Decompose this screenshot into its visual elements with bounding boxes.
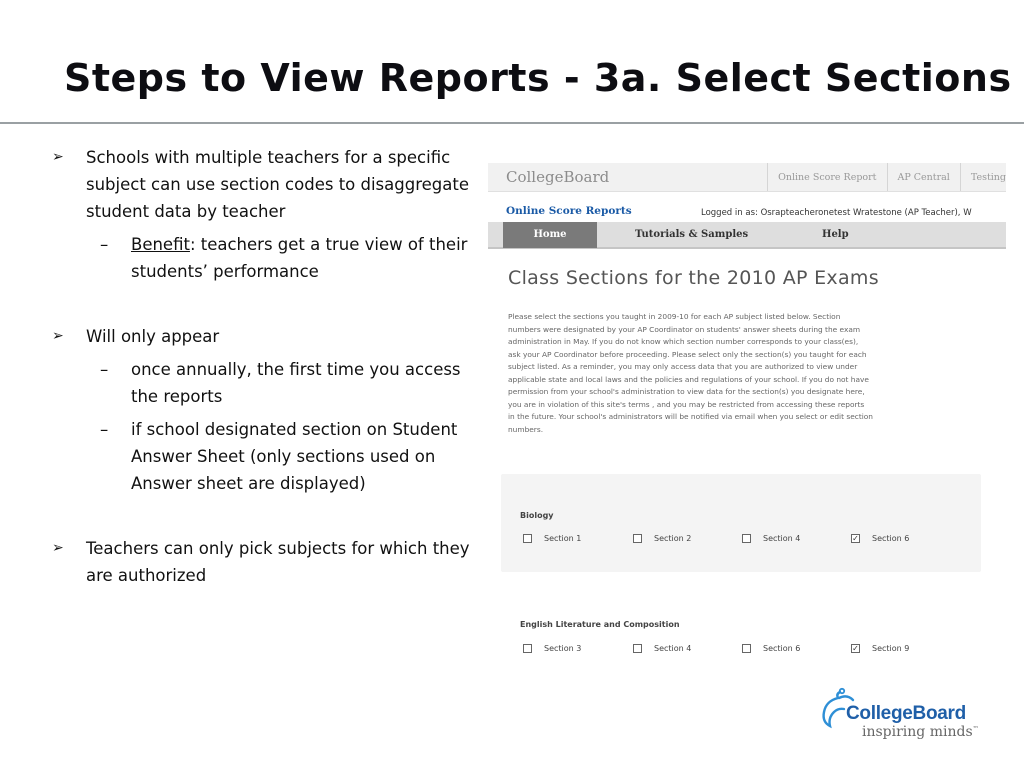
slide-title: Steps to View Reports - 3a. Select Sections [64, 56, 1012, 100]
app-title[interactable]: Online Score Reports [506, 205, 632, 217]
arrow-bullet-icon: ➢ [52, 540, 64, 556]
top-links [767, 163, 1006, 191]
bullet-text: Schools with multiple teachers for a specific subject can use section codes to disaggregate student data by teacher [86, 148, 469, 221]
trademark-mark: ™ [972, 725, 979, 733]
logged-in-label: Logged in as: [701, 208, 758, 218]
nav-home-tab[interactable]: Home [503, 222, 597, 248]
collegeboard-logo[interactable]: CollegeBoard [506, 168, 610, 186]
dash-bullet-icon: – [100, 420, 109, 439]
link-testing[interactable]: Testing [960, 163, 1006, 191]
brand-tagline [862, 724, 979, 740]
subject-panel-biology [501, 474, 981, 572]
dash-bullet-icon: – [100, 360, 109, 379]
checkbox-icon[interactable]: ✓ [852, 534, 859, 543]
benefit-label: Benefit [131, 235, 190, 254]
section-checkbox[interactable] [742, 534, 800, 543]
bullet-item [48, 144, 488, 225]
section-label: Section 2 [654, 534, 692, 543]
nav-tutorials-tab[interactable]: Tutorials & Samples [635, 229, 749, 240]
section-label: Section 4 [763, 534, 801, 543]
bullet-list [48, 144, 488, 589]
sub-bullet-item [48, 356, 488, 410]
checkbox-icon[interactable] [523, 644, 532, 653]
page-title: Class Sections for the 2010 AP Exams [508, 267, 879, 289]
sub-bullet-text: : teachers get a true view of their students’ performance [131, 235, 468, 281]
section-checkbox[interactable] [523, 644, 581, 653]
checkbox-icon[interactable]: ✓ [852, 644, 859, 653]
site-header [488, 163, 1006, 192]
bullet-text: Will only appear [86, 327, 220, 346]
section-checkbox[interactable] [742, 644, 800, 653]
brand-tagline-text: inspiring minds [862, 724, 973, 740]
dash-bullet-icon: – [100, 235, 109, 254]
section-label: Section 3 [544, 644, 582, 653]
checkbox-icon[interactable] [742, 534, 751, 543]
main-nav [488, 222, 1006, 249]
bullet-item [48, 535, 488, 589]
sub-bullet-item [48, 416, 488, 497]
nav-help-tab[interactable]: Help [822, 229, 849, 240]
checkbox-icon[interactable] [633, 644, 642, 653]
link-ap-central[interactable]: AP Central [887, 163, 960, 191]
section-checkbox[interactable] [633, 644, 691, 653]
section-label: Section 1 [544, 534, 582, 543]
logged-in-user: Osrapteacheronetest Wratestone (AP Teacher), W [760, 208, 972, 218]
arrow-bullet-icon: ➢ [52, 328, 64, 344]
checkbox-icon[interactable] [523, 534, 532, 543]
checkbox-icon[interactable] [742, 644, 751, 653]
section-label: Section 9 [872, 644, 910, 653]
section-label: Section 6 [872, 534, 910, 543]
subject-name: English Literature and Composition [520, 620, 680, 629]
bullet-text: Teachers can only pick subjects for which they are authorized [86, 539, 470, 585]
sub-bullet-text: if school designated section on Student Answer Sheet (only sections used on Answer sheet are displayed) [131, 420, 458, 493]
sub-bullet-text: once annually, the first time you access the reports [131, 360, 461, 406]
instructions-text: Please select the sections you taught in 2009-10 for each AP subject listed below. Section numbers were designated by your AP Coordinator on students' answer sheets during the exam administration in May. If you do not know which section number corresponds to your class(es), ask your AP Coordinator before proceeding. Please select only the section(s) you taught for each subject listed. As a reminder, you may only access data that you are authorized to view under applicable state and local laws and the policies and regulations of your school. If you do not have permission from your school's administration to view data for the section(s) you designate here, you are in violation of this site's terms , and you may be restricted from accessing these reports in the future. Your school's administrators will be notified via email when you select or edit section numbers. [508, 312, 873, 434]
section-checkbox[interactable] [851, 644, 909, 653]
sub-bullet-item [48, 231, 488, 285]
collegeboard-brand-logo [818, 686, 1018, 746]
brand-name: CollegeBoard [846, 703, 966, 724]
section-label: Section 6 [763, 644, 801, 653]
section-label: Section 4 [654, 644, 692, 653]
embedded-screenshot [488, 163, 1006, 663]
section-checkbox[interactable] [633, 534, 691, 543]
subject-name: Biology [520, 511, 554, 520]
link-online-score-report[interactable]: Online Score Report [767, 163, 886, 191]
arrow-bullet-icon: ➢ [52, 149, 64, 165]
title-divider [0, 122, 1024, 124]
section-checkbox[interactable] [851, 534, 909, 543]
logged-in-info [701, 208, 972, 218]
bullet-item [48, 323, 488, 350]
checkbox-icon[interactable] [633, 534, 642, 543]
section-checkbox[interactable] [523, 534, 581, 543]
